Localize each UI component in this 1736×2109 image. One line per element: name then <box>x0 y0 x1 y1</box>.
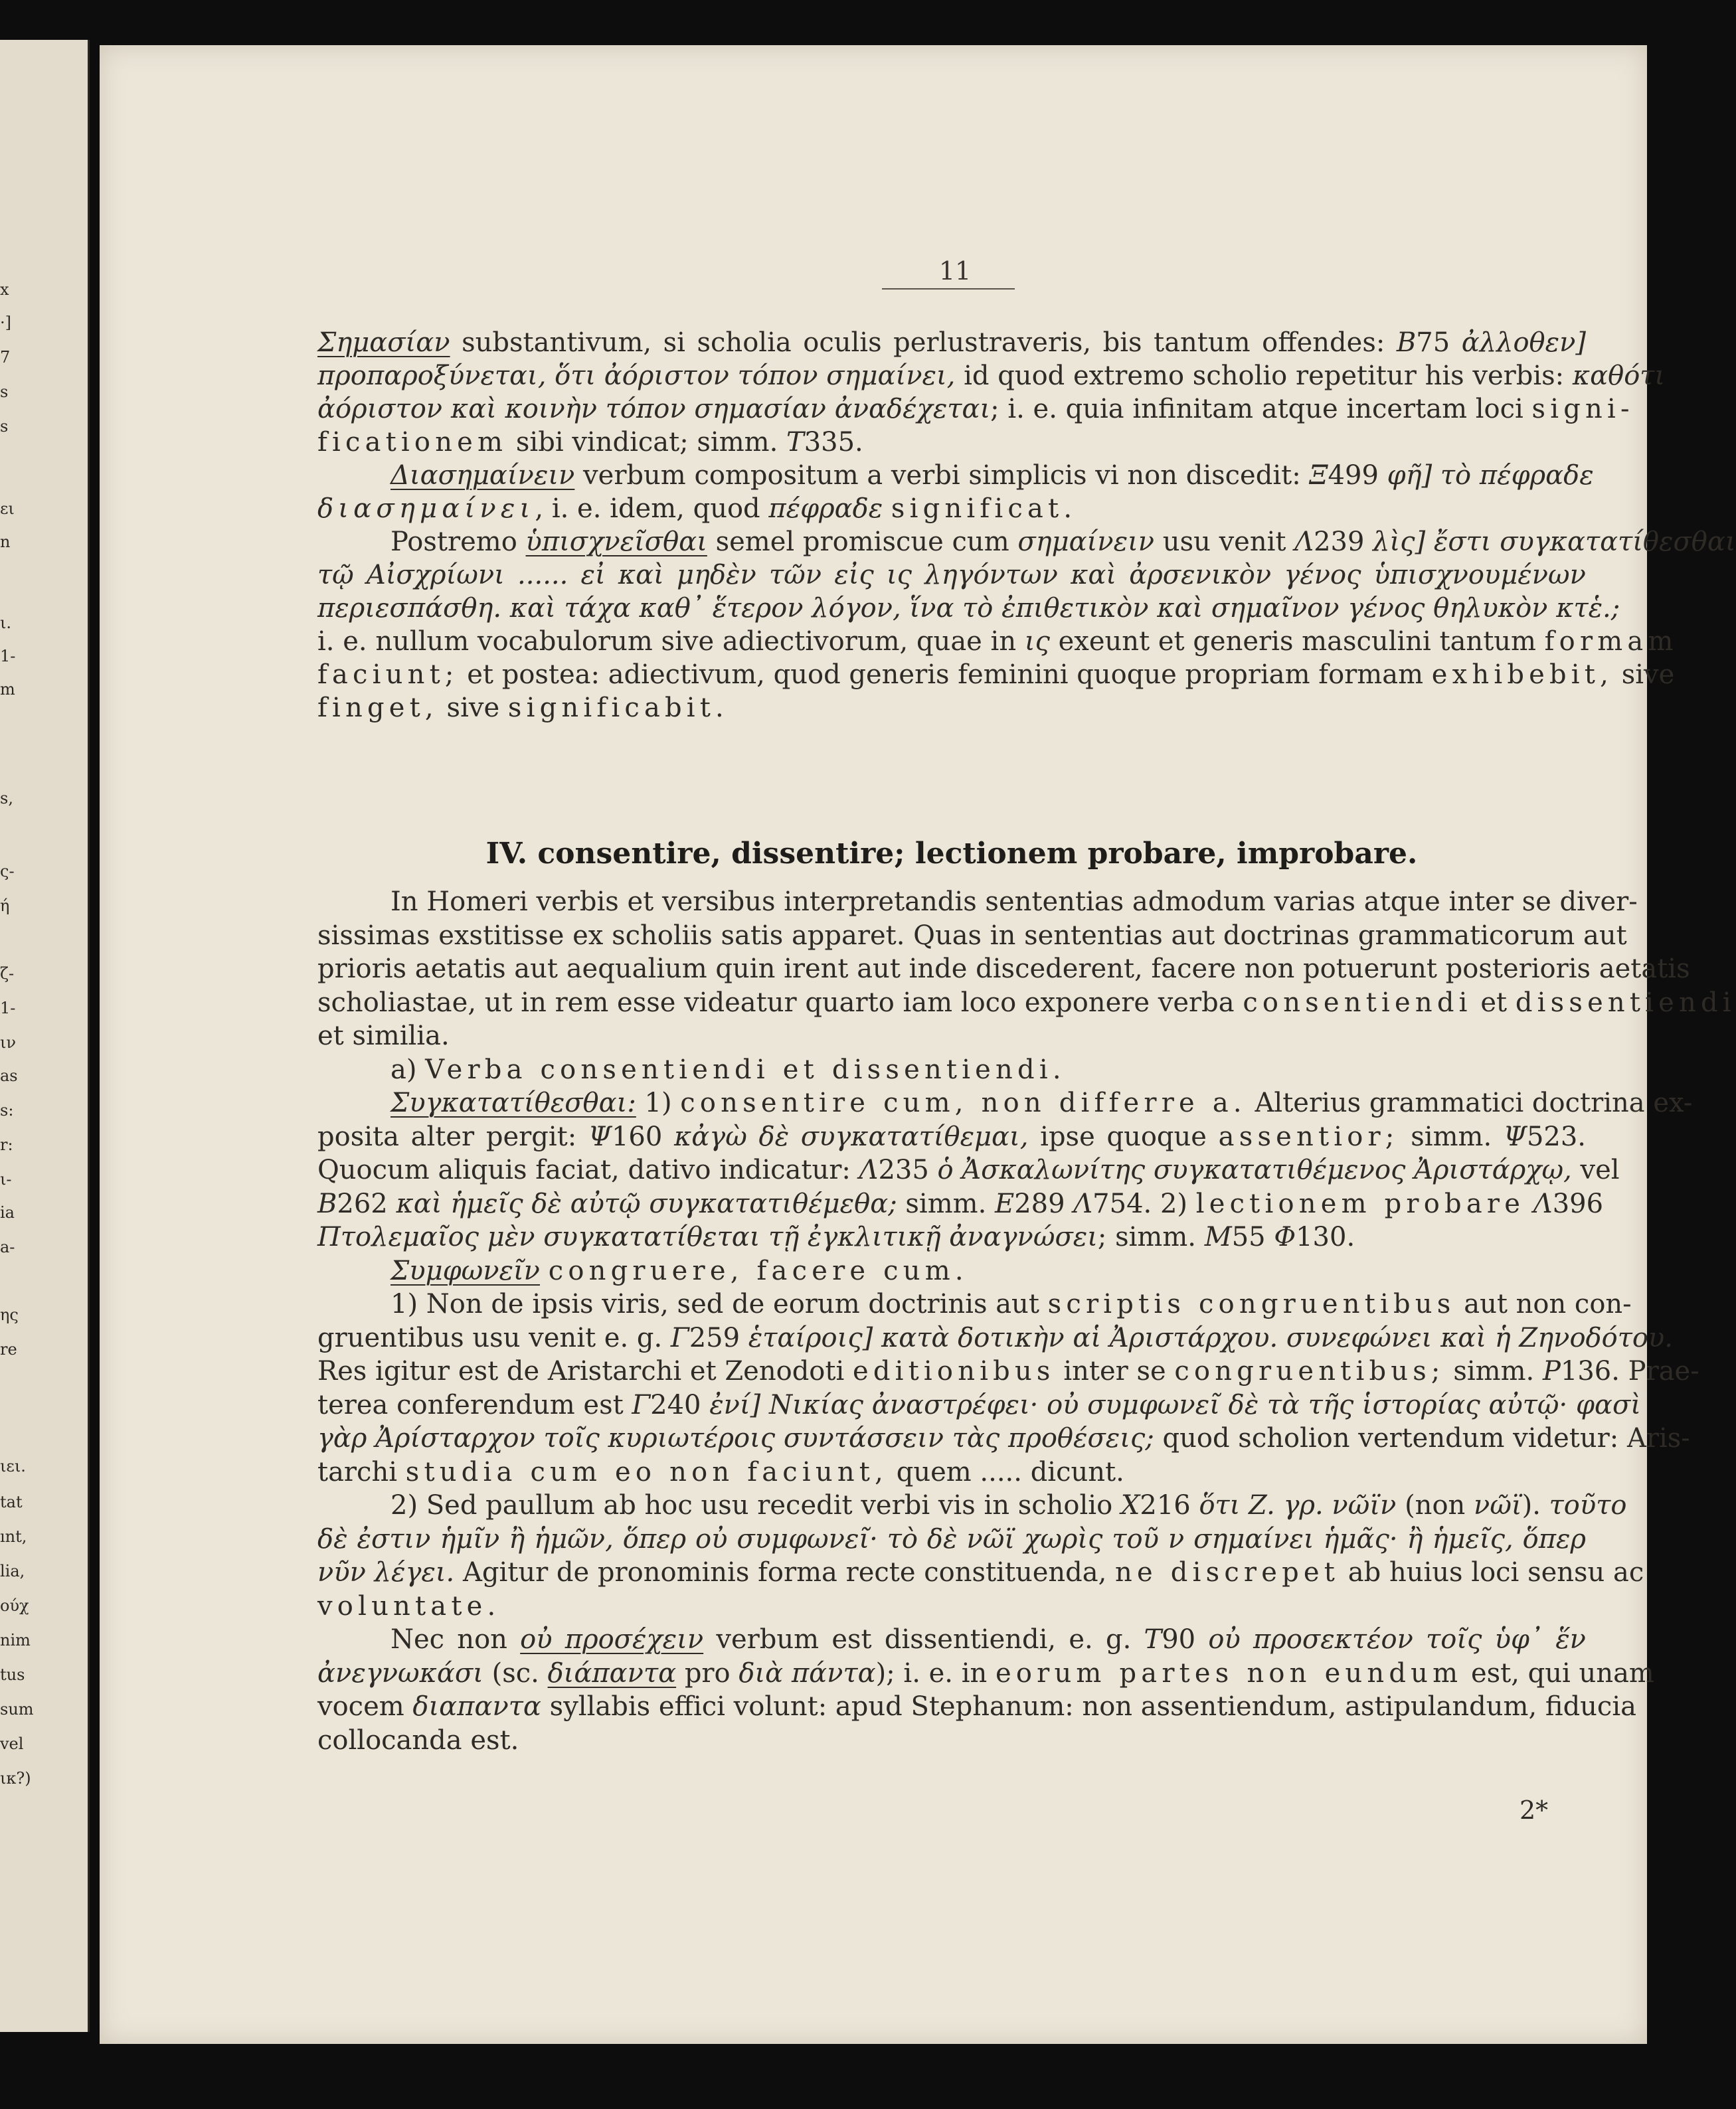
text-run: sive <box>1612 659 1675 690</box>
text-run <box>540 1256 549 1286</box>
text-run: ab huius loci sensu ac <box>1340 1557 1644 1588</box>
text-run: 2) Sed paullum ab hoc usu recedit verbi vis in scholio <box>391 1490 1121 1521</box>
text-run: , i. e. idem, quod <box>535 493 769 524</box>
text-run: τῷ Αἰσχρίωνι ...... εἰ καὶ μηδὲν τῶν εἰς ις ληγόντων καὶ ἀρσενικὸν γένος ὑπισχνουμένων <box>317 560 1586 590</box>
text-run: φῆ] τὸ πέφραδε <box>1387 460 1594 491</box>
text-run: 130. <box>1296 1222 1355 1252</box>
text-line <box>317 590 1620 627</box>
left-page-fragment: s: <box>0 1101 14 1120</box>
text-run: διασημαίνει <box>317 493 535 524</box>
text-run: eorum partes non eundum <box>996 1657 1463 1689</box>
left-page-fragment: 7 <box>0 348 11 367</box>
text-line <box>317 1319 1673 1357</box>
text-line <box>317 324 1586 361</box>
text-line <box>317 1219 1586 1256</box>
text-run: faciunt; <box>317 659 459 690</box>
text-run: 1) <box>636 1088 681 1118</box>
text-run: ἀόριστον καὶ κοινὴν τόπον σημασίαν ἀναδέχεται <box>317 394 991 424</box>
text-run: et similia. <box>317 1021 450 1051</box>
text-run: substantivum, si scholia oculis perlustraveris, bis tantum offendes: <box>450 327 1397 358</box>
left-page-fragment: tus <box>0 1665 25 1684</box>
text-run: Quocum aliquis faciat, dativo indicatur: <box>317 1155 859 1185</box>
text-line <box>317 1185 1604 1223</box>
page-number: 11 <box>938 256 972 286</box>
text-run: ne discrepet <box>1115 1557 1340 1588</box>
left-page-fragment: vel <box>0 1734 24 1753</box>
left-page-fragment: as <box>0 1066 18 1085</box>
text-run: Ψ <box>588 1121 612 1152</box>
left-page-fragment: ·] <box>0 313 11 332</box>
left-page-fragment: 1- <box>0 999 16 1017</box>
text-run: M <box>1204 1222 1232 1252</box>
left-page-fragment: a- <box>0 1238 15 1256</box>
text-line <box>317 917 1627 954</box>
text-run: 136. Prae- <box>1560 1356 1699 1387</box>
text-run: 216 <box>1140 1490 1199 1521</box>
left-page-fragment: ia <box>0 1203 15 1222</box>
text-line <box>391 523 1736 560</box>
text-run: ἀλλοθεν] <box>1461 327 1586 358</box>
text-line <box>391 457 1594 494</box>
text-run: prioris aetatis aut aequalium quin irent aut inde discederent, facere non potuerunt posterioris aetatis <box>317 954 1690 984</box>
text-run: νῦν λέγει. <box>317 1557 455 1588</box>
text-run: 499 <box>1328 460 1387 491</box>
text-run: aut non con- <box>1455 1289 1632 1319</box>
text-run: 160 <box>611 1121 675 1152</box>
text-run <box>1525 1189 1533 1219</box>
text-run: pro <box>676 1657 739 1689</box>
text-run: 335. <box>804 427 863 458</box>
text-run: scriptis congruentibus <box>1047 1289 1456 1319</box>
text-run: 239 <box>1314 527 1373 557</box>
text-run: exeunt et generis masculini tantum <box>1049 626 1545 657</box>
text-run: 55 <box>1231 1222 1274 1252</box>
text-run: γὰρ Ἀρίσταρχον τοῖς κυριωτέροις συντάσσειν τὰς προθέσεις; <box>317 1423 1154 1454</box>
text-run: B <box>1396 327 1417 358</box>
text-run: Συμφωνεῖν <box>391 1255 540 1286</box>
text-run: ; simm. <box>1097 1222 1205 1252</box>
text-run: Λ <box>1073 1188 1093 1219</box>
text-run: ; i. e. quia infinitam atque incertam loci <box>990 394 1532 424</box>
text-run: τοῦτο <box>1549 1490 1627 1521</box>
text-run <box>883 493 891 524</box>
text-run: simm. <box>1444 1356 1543 1387</box>
left-page-edge <box>0 40 90 2032</box>
text-run: inter se <box>1055 1356 1175 1387</box>
text-run: sive <box>438 693 508 723</box>
text-run: Ξ <box>1309 460 1328 491</box>
text-run: πέφραδε <box>768 493 883 524</box>
text-line <box>317 556 1586 594</box>
text-run: κἀγὼ δὲ συγκατατίθεμαι, <box>674 1121 1029 1152</box>
text-run: quod scholion vertendum videtur: Aris- <box>1154 1423 1690 1454</box>
text-run: 90 <box>1162 1624 1209 1655</box>
text-run: προπαροξύνεται, ὅτι ἀόριστον τόπον σημαίνει, <box>317 361 956 391</box>
text-run: vel <box>1571 1155 1620 1185</box>
left-page-fragment: x <box>0 280 9 299</box>
text-run: P <box>1542 1356 1561 1387</box>
text-run: ficationem <box>317 427 508 458</box>
text-line <box>391 883 1638 920</box>
text-run: ὑπισχνεῖσθαι <box>525 527 707 557</box>
text-run: Postremo <box>391 527 526 557</box>
text-run: 1) Non de ipsis viris, sed de eorum doctrinis aut <box>391 1289 1048 1319</box>
text-run: Πτολεμαῖος μὲν συγκατατίθεται τῇ ἐγκλιτικῇ ἀναγνώσει <box>317 1222 1098 1252</box>
text-run: studia cum eo non faciunt, <box>405 1456 889 1487</box>
text-run: 262 <box>337 1188 396 1219</box>
text-run: 754. 2) <box>1092 1188 1196 1219</box>
text-run: semel promiscue cum <box>707 527 1018 557</box>
text-line <box>391 1286 1632 1323</box>
text-run: Γ <box>632 1389 651 1420</box>
text-run: ); i. e. in <box>875 1657 996 1689</box>
text-line <box>317 1151 1620 1189</box>
text-line <box>317 1454 1586 1491</box>
left-page-fragment: ή <box>0 896 10 915</box>
left-page-fragment: ι. <box>0 614 12 632</box>
left-page-fragment: ει <box>0 499 15 518</box>
left-page-fragment: 1- <box>0 647 16 665</box>
text-run: sissimas exstitisse ex scholiis satis apparet. Quas in sententias aut doctrinas grammaticorum aut <box>317 920 1627 951</box>
text-line <box>317 1017 1586 1054</box>
text-run: δὲ ἐστιν ἡμῖν ἢ ἡμῶν, ὅπερ οὐ συμφωνεῖ· τὸ δὲ νῶϊ χωρὶς τοῦ ν σημαίνει ἡμᾶς· ἢ ἡμεῖς, ὅπερ <box>317 1523 1586 1555</box>
text-line <box>317 490 1586 527</box>
text-run: X <box>1120 1490 1140 1521</box>
text-run: simm. <box>1399 1121 1504 1152</box>
text-run: Διασημαίνειν <box>391 460 575 491</box>
text-line <box>317 390 1634 428</box>
text-line <box>317 1420 1690 1457</box>
text-run: διάπαντα <box>547 1657 677 1689</box>
text-run: tarchi <box>317 1456 406 1487</box>
left-page-fragment: s <box>0 382 9 401</box>
text-run: terea conferendum est <box>317 1389 632 1420</box>
signature-mark: 2* <box>1519 1796 1549 1825</box>
text-line <box>317 1118 1586 1155</box>
text-run: Agitur de pronominis forma recte constituenda, <box>454 1557 1116 1588</box>
text-line <box>317 1688 1636 1725</box>
left-page-fragment: tat <box>0 1493 23 1511</box>
text-run: collocanda est. <box>317 1725 519 1756</box>
text-run: dissentiendi <box>1515 987 1736 1018</box>
text-run: περιεσπάσθη. καὶ τάχα καθ᾽ ἕτερον λόγον, ἵνα τὸ ἐπιθετικὸν καὶ σημαῖνον γένος θηλυκὸν κτἑ.; <box>317 593 1620 624</box>
text-run: syllabis effici volunt: apud Stephanum: non assentiendum, astipulandum, fiducia <box>541 1691 1636 1722</box>
text-run: et <box>1472 987 1516 1018</box>
text-run: sibi vindicat; simm. <box>507 427 786 458</box>
text-run: voluntate. <box>317 1590 501 1622</box>
text-line <box>391 1487 1627 1524</box>
text-run: 75 <box>1416 327 1462 358</box>
text-run: Λ <box>1533 1188 1553 1219</box>
text-run: 289 <box>1014 1188 1074 1219</box>
text-run: λὶς] ἔστι συγκατατίθεσθαι <box>1373 527 1736 557</box>
text-line <box>317 623 1678 660</box>
text-line <box>317 1554 1644 1591</box>
text-run: signi- <box>1531 394 1634 424</box>
left-page-fragment: sum <box>0 1700 34 1719</box>
left-page-fragment: ι- <box>0 1170 12 1189</box>
text-run: usu venit <box>1154 527 1295 557</box>
text-run: significabit. <box>507 693 729 723</box>
left-page-fragment: r: <box>0 1136 13 1154</box>
left-page-fragment: s, <box>0 789 13 807</box>
text-run: est, qui unam <box>1462 1657 1654 1689</box>
text-run: ἐνί] Νικίας ἀναστρέφει· οὐ συμφωνεῖ δὲ τὰ τῆς ἱστορίας αὐτῷ· φασὶ <box>709 1389 1641 1420</box>
text-run: διὰ πάντα <box>738 1657 876 1689</box>
text-run: Συγκατατίθεσθαι: <box>391 1088 636 1118</box>
text-run: Λ <box>1294 527 1314 557</box>
text-line <box>391 1084 1693 1122</box>
text-run: verbum est dissentiendi, e. g. <box>703 1624 1144 1655</box>
text-run: ipse quoque <box>1028 1121 1219 1152</box>
left-page-fragment: m <box>0 680 15 699</box>
text-line <box>391 1051 1586 1088</box>
text-run: T <box>1144 1624 1162 1655</box>
text-line <box>317 656 1675 693</box>
text-run: (sc. <box>483 1657 548 1689</box>
text-run: Γ <box>670 1322 689 1353</box>
text-run: 240 <box>650 1389 710 1420</box>
text-run: posita alter pergit: <box>317 1121 588 1152</box>
text-run: 396 <box>1552 1188 1604 1219</box>
text-run: 235 <box>878 1155 938 1185</box>
text-line <box>317 1353 1699 1390</box>
text-run: editionibus <box>852 1356 1055 1387</box>
text-line <box>317 1387 1641 1424</box>
text-run: congruentibus; <box>1174 1356 1445 1387</box>
text-run: vocem <box>317 1691 413 1722</box>
text-run: id quod extremo scholio repetitur his verbis: <box>955 361 1573 391</box>
text-line <box>317 1722 1586 1759</box>
text-run: 523. <box>1526 1121 1587 1152</box>
text-line <box>317 950 1690 987</box>
text-run: Res igitur est de Aristarchi et Zenodoti <box>317 1356 853 1387</box>
left-page-fragment: ιει. <box>0 1457 26 1476</box>
text-run: simm. <box>897 1188 996 1219</box>
text-run: In Homeri verbis et versibus interpretandis sententias admodum varias atque inter se diver- <box>391 886 1638 917</box>
text-run: Alterius grammatici doctrina ex- <box>1246 1088 1693 1118</box>
left-page-fragment: s <box>0 417 9 436</box>
text-run: E <box>995 1188 1015 1219</box>
text-run: ). <box>1521 1490 1549 1521</box>
left-page-fragment: n <box>0 533 11 551</box>
left-page-fragment: ούχ <box>0 1596 29 1615</box>
text-run: T <box>786 427 804 458</box>
text-run: ις <box>1024 626 1050 657</box>
left-page-fragment: ınt, <box>0 1527 27 1546</box>
text-run: congruere, facere cum. <box>548 1255 968 1286</box>
text-run: consentire cum, non differre a. <box>680 1088 1247 1118</box>
text-run: Σημασίαν <box>317 327 450 358</box>
left-page-fragment: ς- <box>0 862 15 881</box>
text-run: lectionem probare <box>1195 1188 1525 1219</box>
left-page-fragment: lia, <box>0 1562 25 1580</box>
text-run: Λ <box>859 1155 879 1185</box>
page-number-rule <box>882 288 1015 290</box>
text-run: οὐ προσέχειν <box>520 1624 704 1655</box>
text-run: a) <box>391 1054 426 1085</box>
text-run: (non <box>1396 1490 1474 1521</box>
text-run: gruentibus usu venit e. g. <box>317 1322 671 1353</box>
text-run: σημαίνειν <box>1017 527 1155 557</box>
text-run: Nec non <box>391 1624 521 1655</box>
left-page-fragment: ζ- <box>0 964 15 983</box>
section-heading: IV. consentire, dissentire; lectionem probare, improbare. <box>485 837 1418 871</box>
text-run: et postea: adiectivum, quod generis feminini quoque propriam formam <box>458 659 1432 690</box>
text-run: ἀνεγνωκάσι <box>317 1657 483 1689</box>
text-run: finget, <box>317 693 438 723</box>
text-run: ἑταίροις] κατὰ δοτικὴν αἱ Ἀριστάρχου. συνεφώνει καὶ ἡ Ζηνοδότου. <box>748 1322 1673 1353</box>
text-line <box>391 1621 1586 1658</box>
text-run: καθότι <box>1572 361 1666 391</box>
text-run: καὶ ἡμεῖς δὲ αὐτῷ συγκατατιθέμεθα; <box>396 1188 897 1219</box>
text-run: scholiastae, ut in rem esse videatur quarto iam loco exponere verba <box>317 987 1243 1018</box>
text-run: formam <box>1544 626 1678 657</box>
text-line <box>317 1655 1654 1692</box>
text-line <box>317 1588 1586 1625</box>
text-run: Ψ <box>1503 1121 1527 1152</box>
text-line <box>317 984 1736 1021</box>
text-run: B <box>317 1188 337 1219</box>
text-run: νῶϊ <box>1474 1490 1522 1521</box>
text-run: significat. <box>891 493 1077 524</box>
text-run: ὁ Ἀσκαλωνίτης συγκατατιθέμενος Ἀριστάρχῳ, <box>937 1155 1572 1185</box>
text-run: assentior; <box>1218 1121 1399 1152</box>
text-run: quem ..... dicunt. <box>888 1456 1124 1487</box>
text-line <box>317 689 1586 726</box>
text-run: exhibebit, <box>1431 659 1613 690</box>
text-run: 259 <box>689 1322 748 1353</box>
left-page-fragment: ικ?) <box>0 1769 31 1788</box>
text-run: οὐ προσεκτέον τοῖς ὑφ᾽ ἕν <box>1208 1624 1586 1655</box>
text-run: Φ <box>1274 1222 1296 1252</box>
text-run: Verba consentiendi et dissentiendi. <box>425 1054 1066 1085</box>
text-line <box>317 424 1586 461</box>
left-page-fragment: ιν <box>0 1033 16 1052</box>
left-page-fragment: ης <box>0 1306 19 1324</box>
text-line <box>391 1252 1586 1290</box>
left-page-fragment: nim <box>0 1631 31 1649</box>
text-run: verbum compositum a verbi simplicis vi non discedit: <box>574 460 1310 491</box>
text-line <box>317 357 1666 394</box>
text-run: ὅτι Z. γρ. νῶϊν <box>1199 1490 1397 1521</box>
document-page <box>100 45 1736 2044</box>
text-run: consentiendi <box>1243 987 1472 1018</box>
left-page-fragment: re <box>0 1340 17 1359</box>
text-run: i. e. nullum vocabulorum sive adiectivorum, quae in <box>317 626 1025 657</box>
text-line <box>317 1521 1586 1558</box>
text-run: διαπαντα <box>412 1691 541 1722</box>
